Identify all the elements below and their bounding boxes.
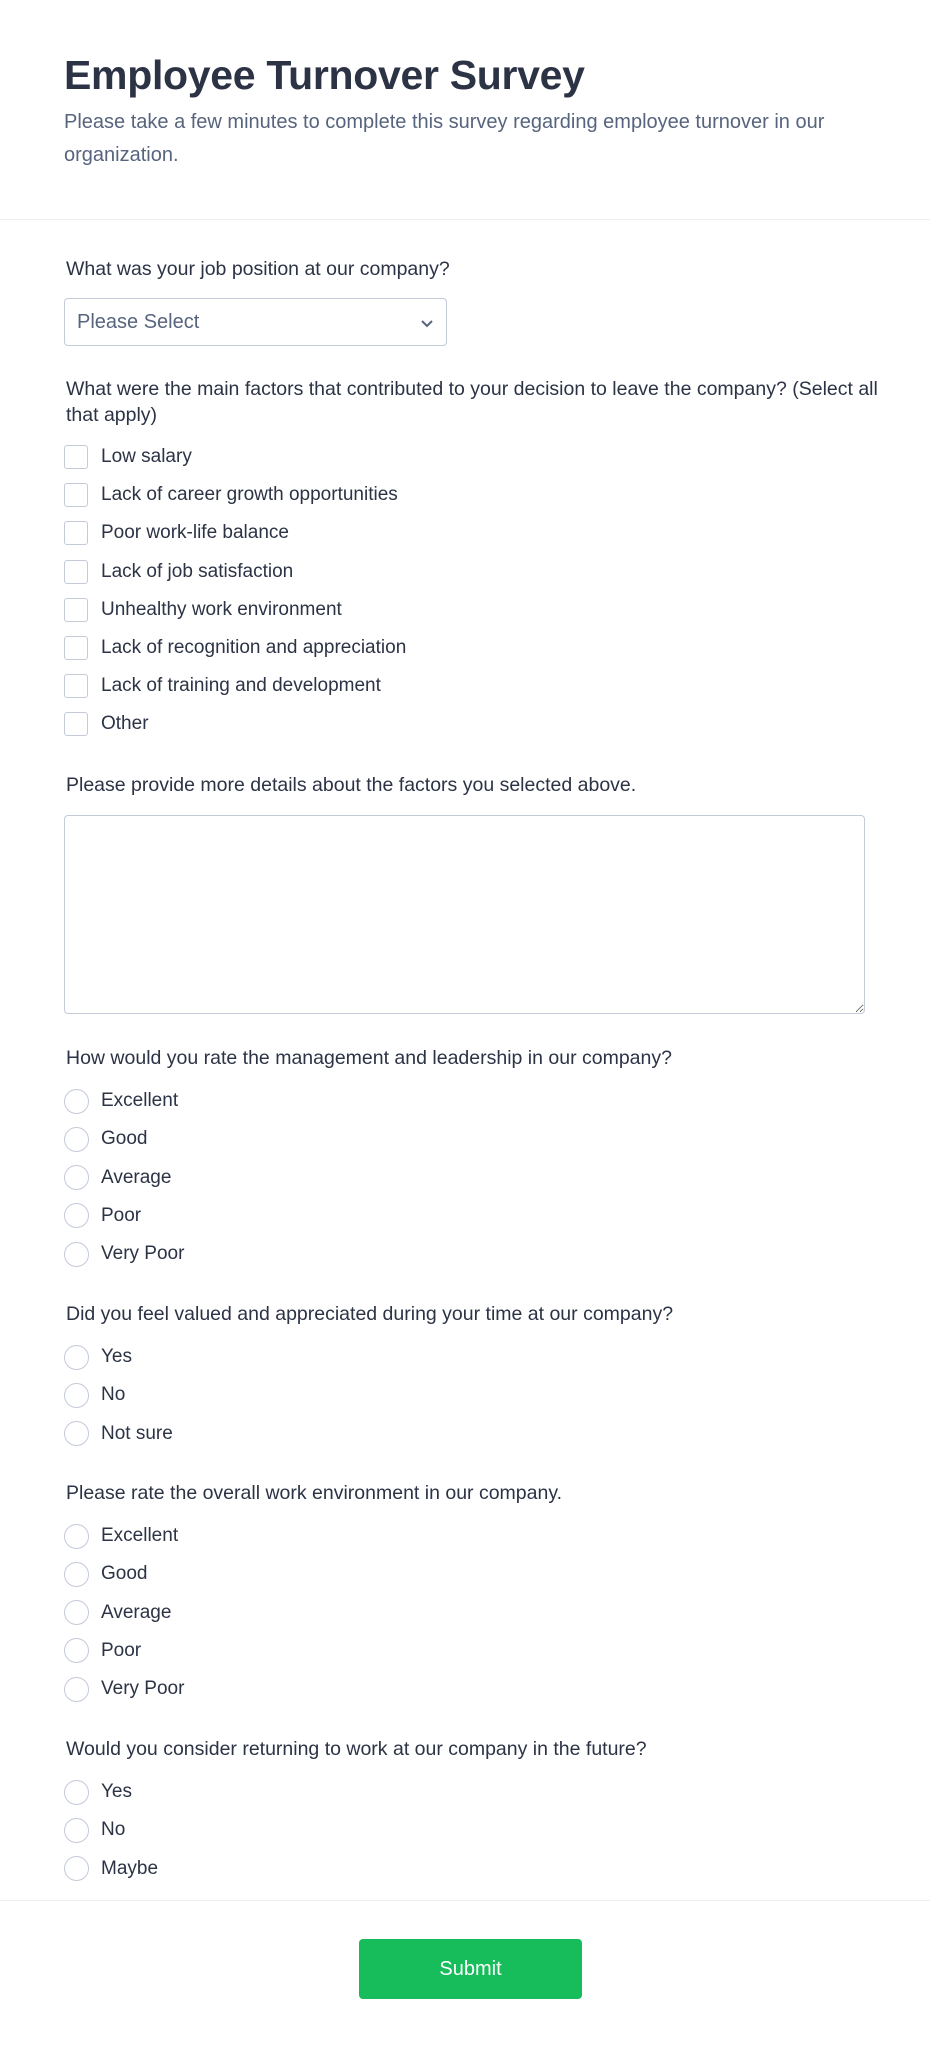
radio-button[interactable] xyxy=(64,1165,89,1190)
radio-button[interactable] xyxy=(64,1562,89,1587)
radio-option[interactable] xyxy=(64,1241,184,1267)
option-label: Poor work-life balance xyxy=(101,522,289,544)
radio-button[interactable] xyxy=(64,1638,89,1663)
radio-button[interactable] xyxy=(64,1780,89,1805)
checkbox[interactable] xyxy=(64,598,88,622)
checkbox-option[interactable] xyxy=(64,635,406,661)
option-label: Other xyxy=(101,713,149,735)
radio-option[interactable] xyxy=(64,1676,184,1702)
option-label: Lack of job satisfaction xyxy=(101,560,294,582)
footer-divider xyxy=(0,1900,930,1901)
radio-button[interactable] xyxy=(64,1677,89,1702)
option-label: No xyxy=(101,1819,126,1841)
option-label: Average xyxy=(101,1601,172,1623)
radio-option[interactable] xyxy=(64,1638,141,1664)
option-label: Excellent xyxy=(101,1090,179,1111)
radio-button[interactable] xyxy=(64,1600,89,1625)
option-label: No xyxy=(101,1384,126,1406)
option-label: Very Poor xyxy=(101,1243,185,1265)
radio-button[interactable] xyxy=(64,1524,89,1549)
option-label: Yes xyxy=(101,1781,132,1802)
select-placeholder: Please Select xyxy=(77,310,200,333)
checkbox-option[interactable] xyxy=(64,597,342,623)
radio-button[interactable] xyxy=(64,1127,89,1152)
option-label: Poor xyxy=(101,1639,142,1661)
header-divider xyxy=(0,219,930,220)
radio-option[interactable] xyxy=(64,1344,132,1370)
radio-option[interactable] xyxy=(64,1165,171,1191)
radio-button[interactable] xyxy=(64,1383,89,1408)
radio-button[interactable] xyxy=(64,1856,89,1881)
radio-option[interactable] xyxy=(64,1523,178,1549)
option-label: Yes xyxy=(101,1346,132,1367)
radio-option[interactable] xyxy=(64,1126,147,1152)
radio-button[interactable] xyxy=(64,1818,89,1843)
checkbox-option[interactable] xyxy=(64,482,398,508)
radio-button[interactable] xyxy=(64,1089,89,1114)
option-label: Excellent xyxy=(101,1525,179,1546)
checkbox[interactable] xyxy=(64,483,88,507)
option-label: Lack of career growth opportunities xyxy=(101,484,398,506)
question-leave-factors: What were the main factors that contributed to your decision to leave the company? (Select all that apply) xyxy=(66,378,878,426)
option-label: Good xyxy=(101,1128,148,1150)
job-position-select[interactable] xyxy=(64,298,447,346)
checkbox-option[interactable] xyxy=(64,673,381,699)
radio-option[interactable] xyxy=(64,1088,178,1114)
radio-option[interactable] xyxy=(64,1561,147,1587)
page-description: Please take a few minutes to complete this survey regarding employee turnover in our organization. xyxy=(64,111,825,166)
option-label: Not sure xyxy=(101,1422,173,1444)
checkbox-option[interactable] xyxy=(64,559,293,585)
page-title: Employee Turnover Survey xyxy=(64,52,585,98)
checkbox[interactable] xyxy=(64,560,88,584)
option-label: Lack of recognition and appreciation xyxy=(101,637,407,658)
radio-button[interactable] xyxy=(64,1345,89,1370)
checkbox[interactable] xyxy=(64,445,88,469)
radio-option[interactable] xyxy=(64,1779,132,1805)
checkbox[interactable] xyxy=(64,674,88,698)
option-label: Very Poor xyxy=(101,1678,185,1700)
radio-option[interactable] xyxy=(64,1421,173,1447)
submit-button[interactable]: Submit xyxy=(359,1939,582,1999)
option-label: Good xyxy=(101,1563,148,1585)
radio-option[interactable] xyxy=(64,1856,158,1882)
option-label: Maybe xyxy=(101,1857,159,1879)
question-details: Please provide more details about the factors you selected above. xyxy=(66,774,637,796)
question-job-position: What was your job position at our company? xyxy=(66,258,450,280)
radio-button[interactable] xyxy=(64,1421,89,1446)
radio-option[interactable] xyxy=(64,1600,171,1626)
checkbox-option[interactable] xyxy=(64,444,192,470)
radio-button[interactable] xyxy=(64,1242,89,1267)
checkbox[interactable] xyxy=(64,712,88,736)
option-label: Poor xyxy=(101,1204,142,1226)
radio-option[interactable] xyxy=(64,1382,125,1408)
question-return: Would you consider returning to work at our company in the future? xyxy=(66,1738,647,1760)
details-textarea[interactable] xyxy=(64,815,865,1014)
option-label: Low salary xyxy=(101,446,192,467)
chevron-down-icon xyxy=(420,311,434,334)
radio-option[interactable] xyxy=(64,1817,125,1843)
question-valued: Did you feel valued and appreciated during your time at our company? xyxy=(66,1303,674,1325)
radio-button[interactable] xyxy=(64,1203,89,1228)
checkbox-option[interactable] xyxy=(64,711,149,737)
option-label: Lack of training and development xyxy=(101,675,381,697)
checkbox-option[interactable] xyxy=(64,520,289,546)
checkbox[interactable] xyxy=(64,636,88,660)
checkbox[interactable] xyxy=(64,521,88,545)
question-management-rating: How would you rate the management and leadership in our company? xyxy=(66,1047,672,1069)
question-work-environment: Please rate the overall work environment in our company. xyxy=(66,1482,563,1504)
option-label: Average xyxy=(101,1166,172,1188)
radio-option[interactable] xyxy=(64,1203,141,1229)
option-label: Unhealthy work environment xyxy=(101,598,342,620)
